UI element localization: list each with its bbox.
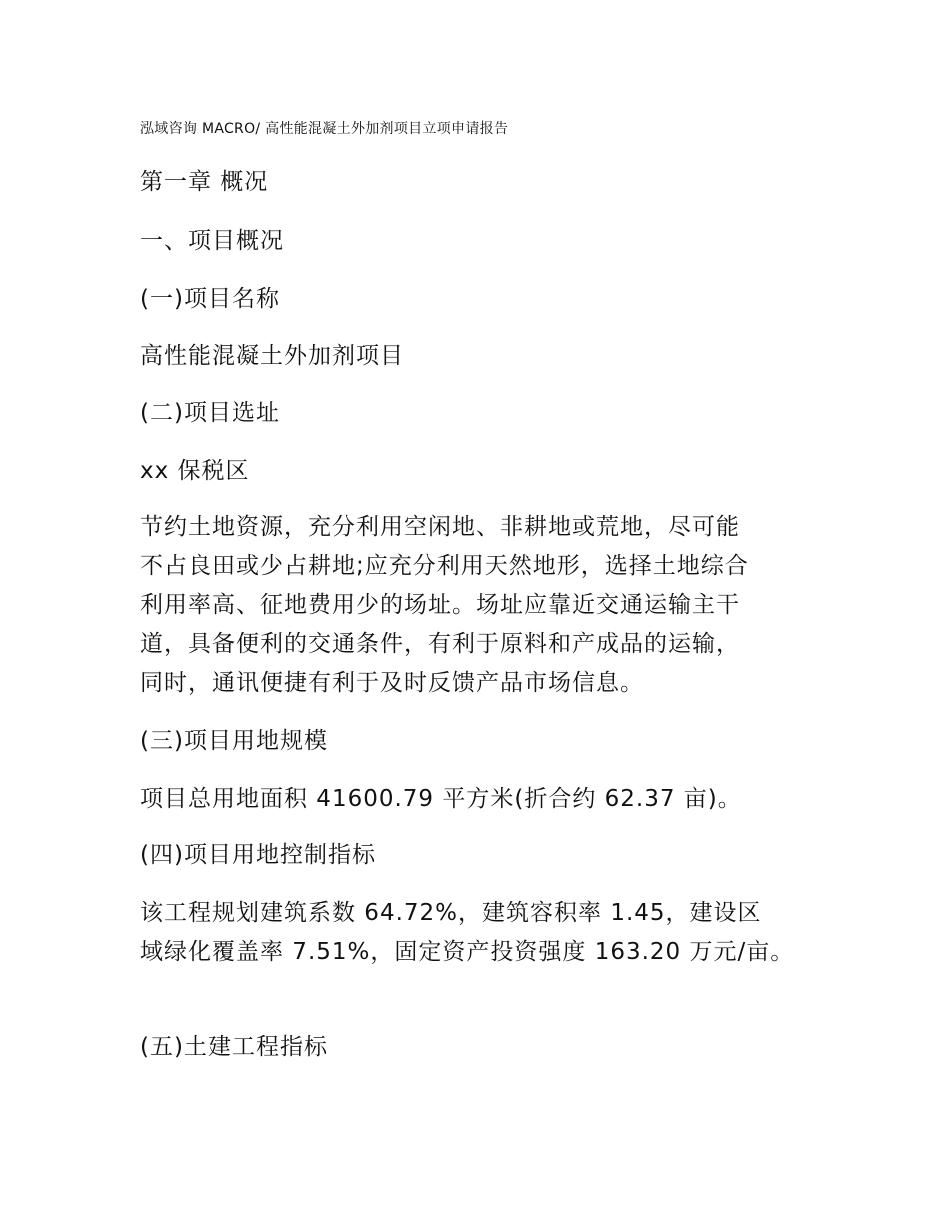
subsection-heading-civil-engineering: (五)土建工程指标 bbox=[140, 1034, 328, 1060]
land-area-text: 项目总用地面积 41600.79 平方米(折合约 62.37 亩)。 bbox=[140, 786, 742, 812]
paragraph-line: 同时，通讯便捷有利于及时反馈产品市场信息。 bbox=[140, 670, 644, 696]
paragraph-line: 节约土地资源，充分利用空闲地、非耕地或荒地，尽可能 bbox=[140, 514, 740, 540]
paragraph-line: 不占良田或少占耕地;应充分利用天然地形，选择土地综合 bbox=[140, 553, 749, 579]
paragraph-line: 域绿化覆盖率 7.51%，固定资产投资强度 163.20 万元/亩。 bbox=[140, 939, 795, 965]
paragraph-line: 利用率高、征地费用少的场址。场址应靠近交通运输主干 bbox=[140, 592, 740, 618]
subsection-heading-project-site: (二)项目选址 bbox=[140, 400, 280, 426]
page-header: 泓域咨询 MACRO/ 高性能混凝土外加剂项目立项申请报告 bbox=[140, 121, 509, 137]
project-site-text: xx 保税区 bbox=[140, 458, 250, 484]
section-heading-project-overview: 一、项目概况 bbox=[140, 228, 284, 254]
site-selection-paragraph bbox=[140, 508, 820, 703]
subsection-heading-land-control-indicators: (四)项目用地控制指标 bbox=[140, 842, 376, 868]
paragraph-line: 该工程规划建筑系数 64.72%，建筑容积率 1.45，建设区 bbox=[140, 900, 762, 926]
paragraph-line: 道，具备便利的交通条件，有利于原料和产成品的运输， bbox=[140, 631, 740, 657]
project-name-text: 高性能混凝土外加剂项目 bbox=[140, 343, 404, 369]
chapter-title: 第一章 概况 bbox=[140, 169, 269, 195]
subsection-heading-project-name: (一)项目名称 bbox=[140, 286, 280, 312]
subsection-heading-land-scale: (三)项目用地规模 bbox=[140, 728, 328, 754]
land-control-paragraph bbox=[140, 894, 840, 972]
